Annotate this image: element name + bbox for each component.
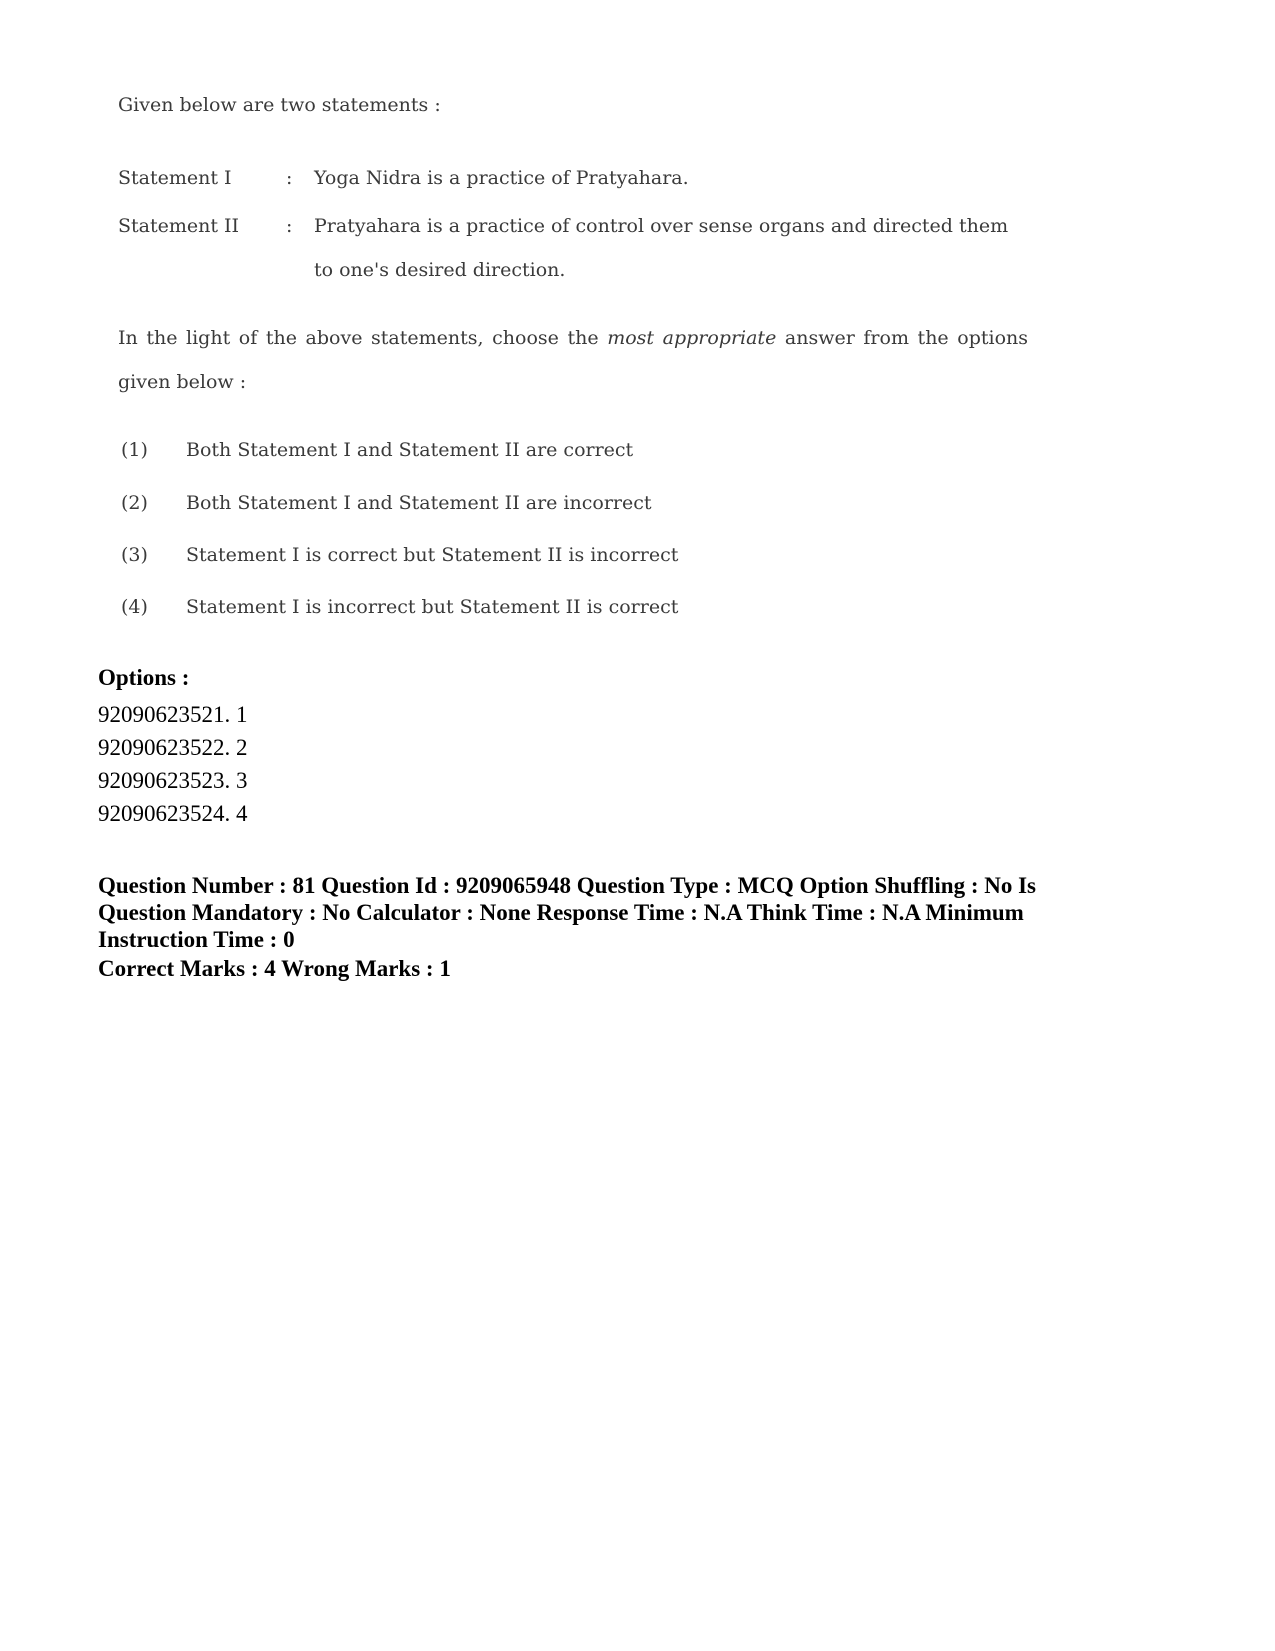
choice-number: (4)	[121, 596, 148, 618]
option-item: 92090623522. 2	[98, 735, 248, 760]
option-item: 92090623523. 3	[98, 768, 248, 793]
choice-number: (1)	[121, 439, 148, 461]
choice-text: Statement I is correct but Statement II is incorrect	[186, 544, 679, 566]
statement-label: Statement I	[118, 167, 232, 189]
choice-number: (2)	[121, 492, 148, 514]
choice-text: Both Statement I and Statement II are incorrect	[186, 492, 652, 514]
choice-text: Statement I is incorrect but Statement II is correct	[186, 596, 679, 618]
instruction-emphasis: most appropriate	[607, 327, 777, 349]
statement-colon: :	[286, 167, 293, 189]
option-item: 92090623524. 4	[98, 801, 248, 826]
statement-label: Statement II	[118, 215, 240, 237]
question-intro: Given below are two statements :	[118, 94, 441, 116]
question-metadata: Question Number : 81 Question Id : 9209065948 Question Type : MCQ Option Shuffling : No Is Question Mandatory : No Calculator : None Response Time : N.A Think Time : N.A Minimum Instruction Time : 0	[98, 873, 1037, 952]
marks-metadata: Correct Marks : 4 Wrong Marks : 1	[98, 956, 451, 981]
instruction-text-after: answer from the options given below :	[118, 327, 1028, 393]
instruction-text-before: In the light of the above statements, choose the	[118, 327, 608, 349]
statement-text: Yoga Nidra is a practice of Pratyahara.	[314, 167, 689, 189]
statement-text: Pratyahara is a practice of control over sense organs and directed them to one's desired direction.	[314, 215, 1009, 281]
question-instruction	[118, 316, 1028, 404]
choice-number: (3)	[121, 544, 148, 566]
question-image	[100, 70, 1060, 670]
option-item: 92090623521. 1	[98, 702, 248, 727]
choice-text: Both Statement I and Statement II are correct	[186, 439, 634, 461]
options-heading: Options :	[98, 665, 190, 690]
options-list	[98, 698, 248, 830]
statement-colon: :	[286, 215, 293, 237]
